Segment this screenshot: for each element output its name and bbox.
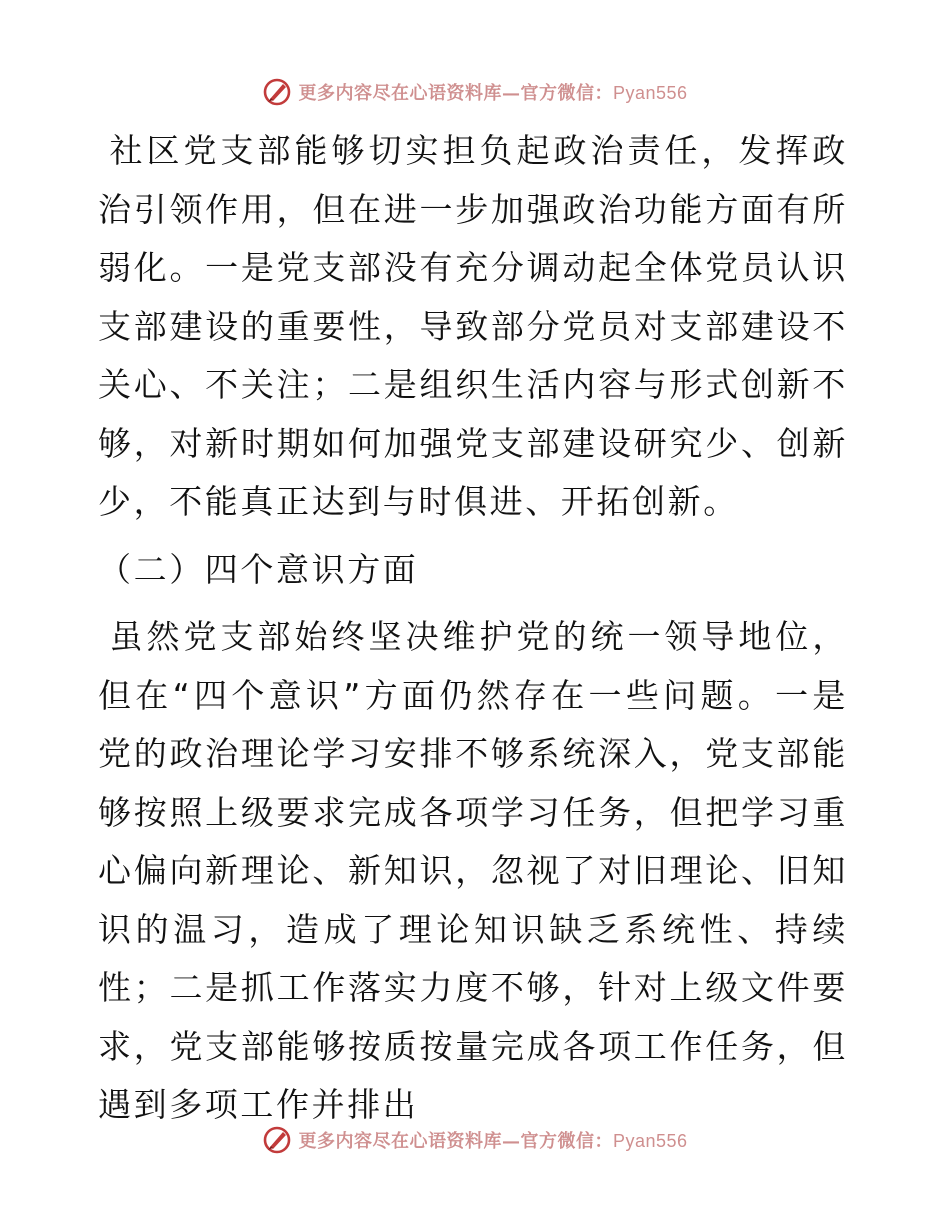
paragraph-2: 虽然党支部始终坚决维护党的统一领导地位，但在“四个意识”方面仍然存在一些问题。一是党的政治理论学习安排不够系统深入，党支部能够按照上级要求完成各项学习任务，但把学习重心偏向新理论、新知识，忽视了对旧理论、旧知识的温习，造成了理论知识缺乏系统性、持续性；二是抓工作落实力度不够，针对上级文件要求，党支部能够按质按量完成各项工作任务，但遇到多项工作并排出 <box>98 617 848 1124</box>
watermark-text <box>298 79 687 105</box>
quill-pen-seal-icon <box>262 77 292 107</box>
watermark-handle: Pyan556 <box>612 83 688 103</box>
watermark-text <box>298 1127 687 1153</box>
paragraph-1: 社区党支部能够切实担负起政治责任，发挥政治引领作用，但在进一步加强政治功能方面有所弱化。一是党支部没有充分调动起全体党员认识支部建设的重要性，导致部分党员对支部建设不关心、不关注；二是组织生活内容与形式创新不够，对新时期如何加强党支部建设研究少、创新少，不能真正达到与时俱进、开拓创新。 <box>98 131 848 521</box>
header-watermark <box>0 72 950 112</box>
watermark-label: 更多内容尽在心语资料库—官方微信： <box>298 1131 613 1152</box>
watermark-handle: Pyan556 <box>612 1131 688 1151</box>
watermark-label: 更多内容尽在心语资料库—官方微信： <box>298 83 613 104</box>
quill-pen-seal-icon <box>262 1125 292 1155</box>
footer-watermark <box>0 1120 950 1160</box>
document-body <box>98 122 848 1135</box>
section-heading: （二）四个意识方面 <box>98 549 419 589</box>
